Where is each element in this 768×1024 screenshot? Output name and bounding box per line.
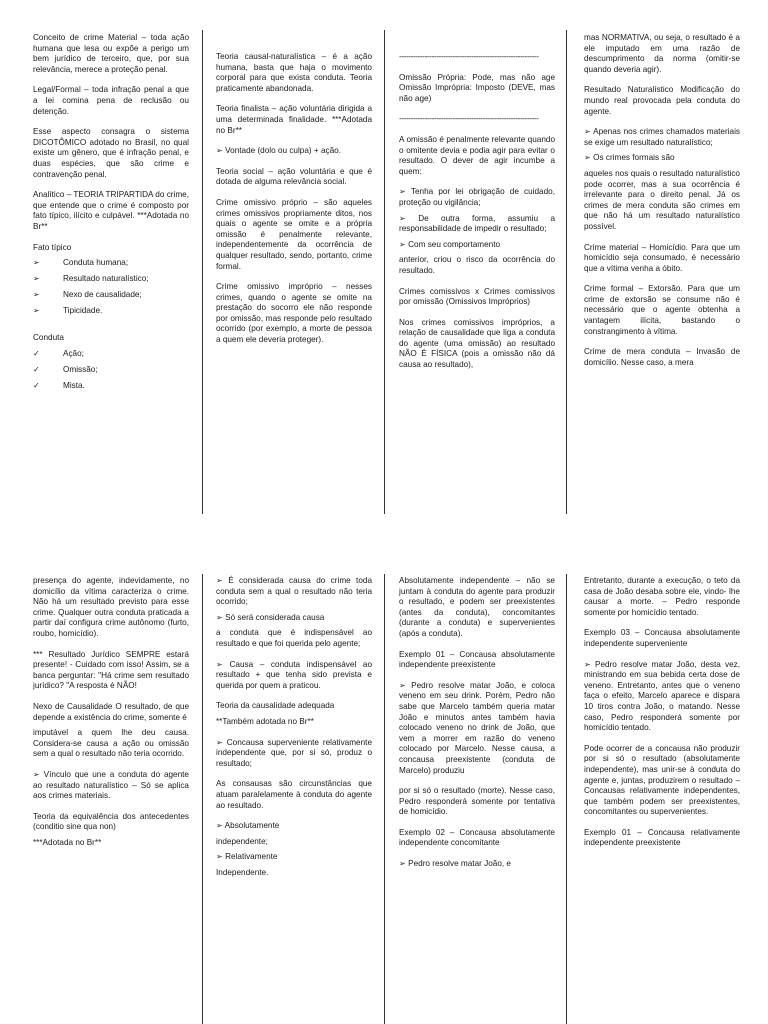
paragraph: ➢ É considerada causa do crime toda conduta sem a qual o resultado não teria ocorrido; bbox=[216, 576, 372, 607]
paragraph: Crime formal – Extorsão. Para que um crime de extorsão se consume não é necessário que o agente obtenha a vantagem ilícita, bastando o constrangimento à vítima. bbox=[584, 284, 740, 336]
text-column-1 bbox=[33, 33, 189, 397]
paragraph: Analítico – TEORIA TRIPARTIDA do crime, que entende que o crime é composto por fato típico, ilícito e culpável. ***Adotada no Br** bbox=[33, 190, 189, 231]
paragraph: por si só o resultado (morte). Nesse caso, Pedro responderá somente por tentativa de homicídio. bbox=[399, 786, 555, 817]
paragraph: mas NORMATIVA, ou seja, o resultado é a ele imputado em uma razão de descumprimento da norma (omitir-se quando deveria agir). bbox=[584, 33, 740, 74]
checkmark-icon: ✓ bbox=[33, 349, 40, 359]
paragraph: As consausas são circunstâncias que atuam paralelamente à conduta do agente ao resultado. bbox=[216, 779, 372, 810]
paragraph: A omissão é penalmente relevante quando o omitente devia e podia agir para evitar o resultado. O dever de agir incumbe a quem: bbox=[399, 134, 555, 176]
paragraph: ➢ Tenha por lei obrigação de cuidado, proteção ou vigilância; bbox=[399, 187, 555, 207]
paragraph: ➢ Causa – conduta indispensável ao resultado + que tenha sido prevista e querida por quem a praticou. bbox=[216, 659, 372, 690]
paragraph: Resultado Naturalístico Modificação do mundo real provocada pela conduta do agente. bbox=[584, 85, 740, 116]
text-column-3 bbox=[399, 52, 555, 381]
paragraph: Pode ocorrer de a concausa não produzir por si só o resultado (absolutamente independente), mas unir-se à conduta do agente e, juntas, produzirem o resultado – Concausas relativamente independentes, que também podem ser preexistentes, concomitantes ou supervenientes. bbox=[584, 743, 740, 817]
arrow-bullet-icon: ➢ bbox=[33, 306, 40, 316]
bullet-item bbox=[33, 365, 189, 376]
text-column-7 bbox=[399, 576, 555, 880]
paragraph: Teoria causal-naturalística – é a ação humana, basta que haja o movimento corporal para que exista conduta. Teoria praticamente abandonada. bbox=[216, 52, 372, 93]
paragraph: ➢ Os crimes formais são bbox=[584, 153, 675, 163]
bullet-item bbox=[33, 349, 189, 360]
paragraph: Teoria da causalidade adequada bbox=[216, 701, 335, 711]
bullet-text: Tipicidade. bbox=[63, 306, 103, 316]
paragraph: ➢ Concausa superveniente relativamente independente que, por si só, produz o resultado; bbox=[216, 737, 372, 768]
page-column-divider bbox=[566, 30, 567, 514]
bullet-text: Nexo de causalidade; bbox=[63, 290, 142, 300]
bullet-text: Mista. bbox=[63, 381, 85, 391]
paragraph: ➢ Apenas nos crimes chamados materiais se exige um resultado naturalístico; bbox=[584, 127, 740, 147]
paragraph: Crimes comissivos x Crimes comissivos por omissão (Omissivos Impróprios) bbox=[399, 286, 555, 307]
bullet-item bbox=[33, 258, 189, 269]
paragraph: ➢ Relativamente bbox=[216, 852, 278, 862]
paragraph: Exemplo 03 – Concausa absolutamente independente superveniente bbox=[584, 628, 740, 648]
paragraph: ➢ Pedro resolve matar João, e coloca veneno em seu drink. Porém, Pedro não sabe que Marcelo também queria matar João e minutos antes também havia colocado veneno no drink de João, que vem a morrer em razão do veneno colocado por Marcelo. Nesse causa, a concausa preexistente (conduta de Marcelo) produziu bbox=[399, 680, 555, 775]
bullet-item bbox=[33, 381, 189, 392]
paragraph: Independente. bbox=[216, 867, 269, 877]
paragraph: Crime omissivo impróprio – nesses crimes, quando o agente se omite na prestação do socorro ele não responde por omissão, mas responde pelo resultado ocorrido (por exemplo, a morte de pessoa a quem ele deveria proteger). bbox=[216, 282, 372, 345]
paragraph: ➢ Pedro resolve matar João, desta vez, ministrando em sua bebida certa dose de veneno. Entretanto, antes que o veneno faça o efeito, Marcelo aparece e dispara 10 tiros contra João, o matando. Nesse caso, Pedro responderá somente por homicídio tentado. bbox=[584, 659, 740, 733]
paragraph: Nos crimes comissivos impróprios, a relação de causalidade que liga a conduta do agente (uma omissão) ao resultado NÃO É FÍSICA (pois a omissão não dá causa ao resultado), bbox=[399, 317, 555, 370]
page-column-divider bbox=[384, 574, 385, 1024]
paragraph: independente; bbox=[216, 836, 268, 846]
text-column-8 bbox=[584, 576, 740, 859]
paragraph: ➢ De outra forma, assumiu a responsabilidade de impedir o resultado; bbox=[399, 213, 555, 234]
paragraph: Exemplo 01 – Concausa absolutamente independente preexistente bbox=[399, 649, 555, 670]
text-column-4 bbox=[584, 33, 740, 378]
paragraph: Crime material – Homicídio. Para que um homicídio seja consumado, é necessário que a vítima venha a óbito. bbox=[584, 242, 740, 273]
paragraph: Entretanto, durante a execução, o teto da casa de João desaba sobre ele, vindo- lhe causar a morte. – Pedro responde somente por homicídio tentado. bbox=[584, 576, 740, 617]
page-column-divider bbox=[566, 574, 567, 1024]
paragraph: Crime omissivo próprio – são aqueles crimes omissivos propriamente ditos, nos quais o agente se omite e a própria omissão é penalmente relevante, independentemente da ocorrência de qualquer resultado, sendo, portanto, crime formal. bbox=[216, 197, 372, 271]
paragraph: Teoria social – ação voluntária e que é dotada de alguma relevância social. bbox=[216, 166, 372, 187]
paragraph: presença do agente, indevidamente, no domicílio da vítima caracteriza o crime. Não há um resultado previsto para esse crime. Qualquer outra conduta praticada a partir daí configura crime autônomo (furto, roubo, homicídio). bbox=[33, 576, 189, 638]
checkmark-icon: ✓ bbox=[33, 381, 40, 391]
text-column-2 bbox=[216, 52, 372, 356]
page-column-divider bbox=[202, 574, 203, 1024]
paragraph: Nexo de Causalidade O resultado, de que depende a existência do crime, somente é bbox=[33, 701, 189, 722]
paragraph: Teoria finalista – ação voluntária dirigida a uma determinada finalidade. ***Adotada no Br** bbox=[216, 104, 372, 135]
bullet-item bbox=[33, 290, 189, 301]
page-column-divider bbox=[202, 30, 203, 514]
paragraph: imputável a quem lhe deu causa. Considera-se causa a ação ou omissão sem a qual o resultado não teria ocorrido. bbox=[33, 728, 189, 759]
paragraph: Conduta bbox=[33, 333, 64, 343]
paragraph: aqueles nos quais o resultado naturalístico pode ocorrer, mas a sua ocorrência é irrelevante para o direito penal. Já os crimes de mera conduta são crimes em que não há um resultado naturalístico possível. bbox=[584, 168, 740, 231]
paragraph: anterior, criou o risco da ocorrência do resultado. bbox=[399, 255, 555, 275]
paragraph: Fato típico bbox=[33, 242, 72, 252]
page-column-divider bbox=[384, 30, 385, 514]
paragraph: ➢ Só será considerada causa bbox=[216, 612, 325, 622]
checkmark-icon: ✓ bbox=[33, 365, 40, 375]
bullet-text: Omissão; bbox=[63, 365, 98, 375]
bullet-text: Resultado naturalístico; bbox=[63, 274, 149, 284]
paragraph: Exemplo 02 – Concausa absolutamente independente concomitante bbox=[399, 827, 555, 848]
arrow-bullet-icon: ➢ bbox=[33, 258, 40, 268]
bullet-text: Conduta humana; bbox=[63, 258, 129, 268]
dashed-separator: ------------------------------------------------------------ bbox=[399, 52, 539, 61]
dashed-separator: ------------------------------------------------------------ bbox=[399, 114, 539, 124]
paragraph: ➢ Absolutamente bbox=[216, 821, 280, 831]
paragraph: ➢ Vontade (dolo ou culpa) + ação. bbox=[216, 146, 341, 156]
paragraph: Exemplo 01 – Concausa relativamente independente preexistente bbox=[584, 827, 740, 848]
paragraph bbox=[33, 322, 189, 328]
bullet-text: Ação; bbox=[63, 349, 84, 359]
paragraph: ***Adotada no Br** bbox=[33, 837, 102, 847]
bullet-item bbox=[33, 274, 189, 285]
paragraph: Esse aspecto consagra o sistema DICOTÔMICO adotado no Brasil, no qual existe um gênero, que é infração penal, e duas espécies, que são crime e contravenção penal. bbox=[33, 127, 189, 179]
paragraph: ➢ Vínculo que une a conduta do agente ao resultado naturalístico – Só se aplica aos crimes materiais. bbox=[33, 769, 189, 801]
bullet-item bbox=[33, 306, 189, 317]
paragraph: Omissão Própria: Pode, mas não age Omissão Imprópria: Imposto (DEVE, mas não age) bbox=[399, 72, 555, 103]
paragraph: Legal/Formal – toda infração penal a que a lei comina pena de reclusão ou detenção. bbox=[33, 85, 189, 116]
paragraph: Crime de mera conduta – Invasão de domicílio. Nesse caso, a mera bbox=[584, 347, 740, 367]
paragraph: Teoria da equivalência dos antecedentes (conditio sine qua non) bbox=[33, 811, 189, 832]
paragraph: Absolutamente independente – não se juntam à conduta do agente para produzir o resultado, e podem ser preexistentes (antes da conduta), concomitantes (durante a conduta) e supervenientes (após a conduta). bbox=[399, 576, 555, 638]
text-column-5 bbox=[33, 576, 189, 858]
arrow-bullet-icon: ➢ bbox=[33, 274, 40, 284]
paragraph: *** Resultado Jurídico SEMPRE estará presente! - Cuidado com isso! Assim, se a banca perguntar: "Há crime sem resultado jurídico? "A resposta é NÃO! bbox=[33, 649, 189, 691]
arrow-bullet-icon: ➢ bbox=[33, 290, 40, 300]
paragraph: ➢ Com seu comportamento bbox=[399, 239, 501, 249]
paragraph: **Também adotada no Br** bbox=[216, 716, 314, 726]
paragraph: ➢ Pedro resolve matar João, e bbox=[399, 859, 511, 869]
paragraph: a conduta que é indispensável ao resultado e que foi querida pelo agente; bbox=[216, 628, 372, 648]
paragraph: Conceito de crime Material – toda ação humana que lesa ou expõe a perigo um bem jurídico de terceiro, que, por sua relevância, merece a proteção penal. bbox=[33, 33, 189, 74]
text-column-6 bbox=[216, 576, 372, 888]
